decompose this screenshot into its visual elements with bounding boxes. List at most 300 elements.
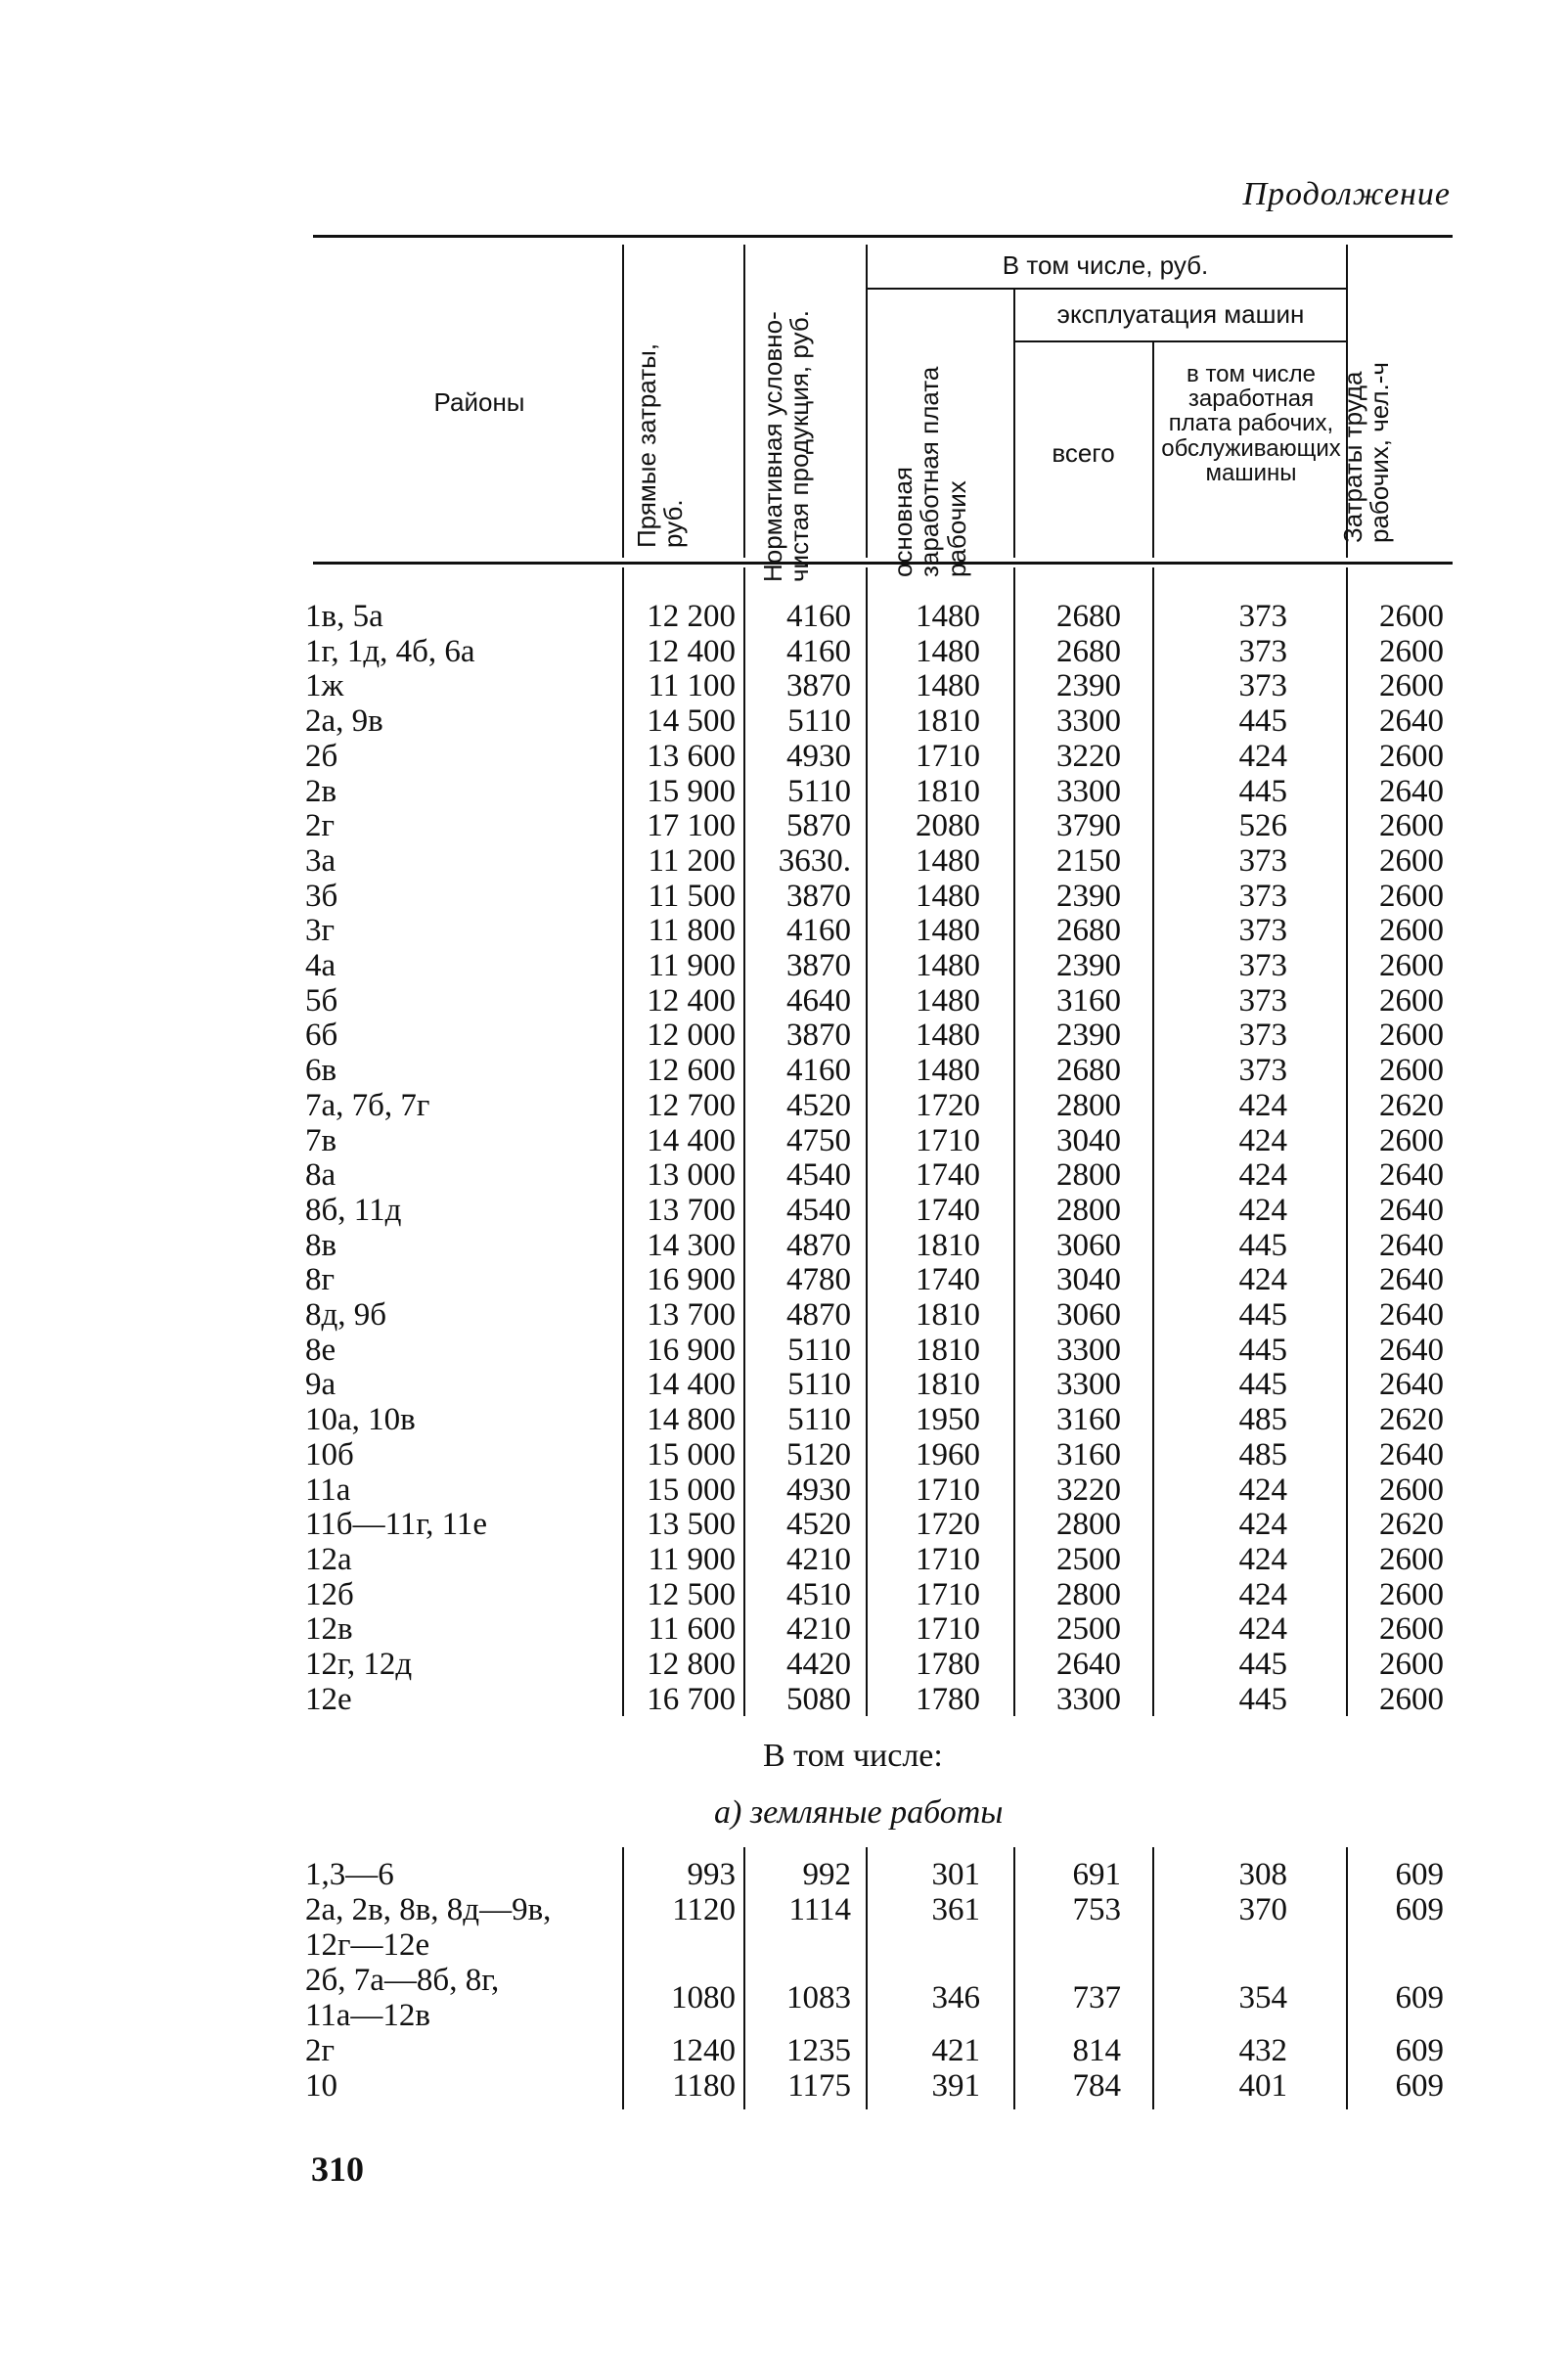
district-name: 8в bbox=[305, 1227, 337, 1263]
header-machine-wages: в том числе заработная плата рабочих, обслуживающих машины bbox=[1161, 361, 1341, 486]
cell-e: 373 bbox=[1238, 668, 1287, 704]
cell-d: 3300 bbox=[1056, 703, 1121, 740]
cell-e: 424 bbox=[1238, 738, 1287, 774]
table-row bbox=[293, 879, 1467, 914]
district-name: 11б—11г, 11е bbox=[305, 1507, 488, 1543]
table-row bbox=[293, 913, 1467, 948]
table-row bbox=[293, 1437, 1467, 1472]
table-row bbox=[293, 739, 1467, 774]
cell-a: 14 800 bbox=[647, 1402, 736, 1438]
district-name: 11а bbox=[305, 1472, 351, 1508]
cell-c: 361 bbox=[931, 1892, 980, 1927]
cell-b: 5120 bbox=[786, 1436, 851, 1472]
cell-c: 391 bbox=[931, 2068, 980, 2104]
cell-b: 1235 bbox=[786, 2033, 851, 2068]
cell-c: 1710 bbox=[916, 1541, 980, 1577]
cell-d: 2800 bbox=[1056, 1157, 1121, 1194]
cell-e: 373 bbox=[1238, 599, 1287, 634]
cell-f: 2600 bbox=[1379, 1472, 1444, 1508]
cell-a: 11 900 bbox=[648, 1541, 736, 1577]
cell-a: 11 200 bbox=[648, 842, 736, 879]
cell-b: 1175 bbox=[787, 2068, 851, 2104]
cell-d: 3220 bbox=[1056, 738, 1121, 774]
cell-d: 3300 bbox=[1056, 773, 1121, 809]
cell-b: 3870 bbox=[786, 878, 851, 914]
cell-f: 2640 bbox=[1379, 1436, 1444, 1472]
cell-b: 5110 bbox=[787, 1332, 851, 1368]
district-name: 8г bbox=[305, 1262, 336, 1298]
cell-b: 4540 bbox=[786, 1157, 851, 1194]
cell-d: 2800 bbox=[1056, 1507, 1121, 1543]
cell-c: 301 bbox=[931, 1857, 980, 1892]
cell-c: 1810 bbox=[916, 703, 980, 740]
cell-e: 445 bbox=[1238, 1681, 1287, 1717]
district-name: 2г bbox=[305, 2033, 336, 2068]
cell-e: 424 bbox=[1238, 1087, 1287, 1123]
cell-d: 3300 bbox=[1056, 1332, 1121, 1368]
cell-a: 12 500 bbox=[647, 1576, 736, 1612]
cell-f: 609 bbox=[1395, 2033, 1444, 2068]
cell-b: 5080 bbox=[786, 1681, 851, 1717]
table-row bbox=[293, 1228, 1467, 1263]
cell-f: 609 bbox=[1395, 2068, 1444, 2104]
district-name: 1г, 1д, 4б, 6а bbox=[305, 633, 475, 669]
table-row bbox=[293, 2068, 1467, 2104]
cell-d: 2150 bbox=[1056, 842, 1121, 879]
cell-b: 4160 bbox=[786, 913, 851, 949]
table-row bbox=[293, 1333, 1467, 1368]
cell-d: 3300 bbox=[1056, 1367, 1121, 1403]
cell-d: 2680 bbox=[1056, 913, 1121, 949]
cell-a: 12 400 bbox=[647, 982, 736, 1019]
district-name: 7в bbox=[305, 1122, 337, 1158]
cell-f: 2600 bbox=[1379, 982, 1444, 1019]
header-total: всего bbox=[1052, 438, 1115, 468]
cell-d: 3060 bbox=[1056, 1227, 1121, 1263]
cell-a: 15 900 bbox=[647, 773, 736, 809]
cell-e: 373 bbox=[1238, 633, 1287, 669]
cell-c: 1810 bbox=[916, 1227, 980, 1263]
cell-c: 1710 bbox=[916, 1472, 980, 1508]
cell-e: 424 bbox=[1238, 1157, 1287, 1194]
cell-d: 2390 bbox=[1056, 948, 1121, 983]
cell-a: 11 900 bbox=[648, 948, 736, 983]
cell-d: 2680 bbox=[1056, 599, 1121, 634]
cell-a: 15 000 bbox=[647, 1472, 736, 1508]
cell-a: 15 000 bbox=[647, 1436, 736, 1472]
cell-a: 12 600 bbox=[647, 1053, 736, 1089]
cell-b: 4160 bbox=[786, 599, 851, 634]
table-row bbox=[293, 1297, 1467, 1333]
cell-d: 3160 bbox=[1056, 1436, 1121, 1472]
cell-b: 4870 bbox=[786, 1297, 851, 1333]
cell-f: 2640 bbox=[1379, 1262, 1444, 1298]
table-row bbox=[293, 2033, 1467, 2068]
header-labor-costs: Затраты труда рабочих, чел.-ч bbox=[1338, 362, 1395, 543]
table-row bbox=[293, 774, 1467, 809]
table-row bbox=[293, 983, 1467, 1019]
table-top-rule bbox=[313, 235, 1453, 238]
cell-a: 13 500 bbox=[647, 1507, 736, 1543]
subsection-caption: а) земляные работы bbox=[714, 1794, 1004, 1831]
cell-b: 4210 bbox=[786, 1541, 851, 1577]
table-row bbox=[293, 843, 1467, 879]
table-row bbox=[293, 948, 1467, 983]
district-name: 2в bbox=[305, 773, 337, 809]
cell-a: 14 500 bbox=[647, 703, 736, 740]
district-name: 8е bbox=[305, 1332, 336, 1368]
cell-c: 1710 bbox=[916, 1122, 980, 1158]
cell-a: 1120 bbox=[672, 1892, 736, 1927]
cell-c: 1480 bbox=[916, 1018, 980, 1054]
cell-f: 2600 bbox=[1379, 1122, 1444, 1158]
cell-f: 2600 bbox=[1379, 633, 1444, 669]
cell-e: 424 bbox=[1238, 1192, 1287, 1228]
table-row bbox=[293, 1542, 1467, 1577]
cell-f: 2640 bbox=[1379, 1192, 1444, 1228]
cell-d: 737 bbox=[1072, 1980, 1121, 2015]
header-base-wages: основная заработная плата рабочих bbox=[888, 366, 971, 577]
cell-b: 4210 bbox=[786, 1611, 851, 1648]
cell-a: 1080 bbox=[671, 1980, 736, 2015]
header-bottom-rule bbox=[313, 562, 1453, 565]
cell-f: 2600 bbox=[1379, 1647, 1444, 1682]
cell-a: 12 200 bbox=[647, 599, 736, 634]
cell-d: 3160 bbox=[1056, 1402, 1121, 1438]
cell-e: 401 bbox=[1238, 2068, 1287, 2104]
district-name: 2б, 7а—8б, 8г, bbox=[305, 1963, 500, 1998]
cell-f: 2640 bbox=[1379, 1297, 1444, 1333]
cell-a: 17 100 bbox=[647, 808, 736, 844]
cell-e: 424 bbox=[1238, 1472, 1287, 1508]
district-name: 2б bbox=[305, 738, 338, 774]
district-name: 10б bbox=[305, 1436, 354, 1472]
table-row bbox=[293, 1157, 1467, 1193]
district-name: 2а, 2в, 8в, 8д—9в, bbox=[305, 1892, 552, 1927]
cell-e: 373 bbox=[1238, 878, 1287, 914]
district-name: 10а, 10в bbox=[305, 1402, 416, 1438]
cell-c: 1810 bbox=[916, 773, 980, 809]
cell-e: 485 bbox=[1238, 1436, 1287, 1472]
cell-e: 373 bbox=[1238, 1018, 1287, 1054]
cell-d: 3040 bbox=[1056, 1262, 1121, 1298]
cell-c: 1710 bbox=[916, 1576, 980, 1612]
cell-a: 16 900 bbox=[647, 1332, 736, 1368]
cell-f: 2620 bbox=[1379, 1087, 1444, 1123]
table-row bbox=[293, 599, 1467, 634]
cell-f: 2640 bbox=[1379, 703, 1444, 740]
cell-f: 2600 bbox=[1379, 1576, 1444, 1612]
cell-a: 12 800 bbox=[647, 1647, 736, 1682]
cell-b: 5110 bbox=[787, 1402, 851, 1438]
cell-d: 2680 bbox=[1056, 633, 1121, 669]
header-including: В том числе, руб. bbox=[1002, 250, 1209, 280]
cell-b: 4750 bbox=[786, 1122, 851, 1158]
cell-f: 2600 bbox=[1379, 1541, 1444, 1577]
table-row bbox=[293, 1682, 1467, 1717]
cell-b: 4540 bbox=[786, 1192, 851, 1228]
table-row bbox=[293, 1193, 1467, 1228]
cell-d: 3160 bbox=[1056, 982, 1121, 1019]
table-row bbox=[293, 1123, 1467, 1158]
cell-e: 373 bbox=[1238, 948, 1287, 983]
table-row bbox=[293, 634, 1467, 669]
cell-f: 2600 bbox=[1379, 808, 1444, 844]
cell-b: 3870 bbox=[786, 668, 851, 704]
cell-e: 424 bbox=[1238, 1576, 1287, 1612]
cell-f: 2600 bbox=[1379, 1053, 1444, 1089]
cell-e: 373 bbox=[1238, 982, 1287, 1019]
cell-c: 1810 bbox=[916, 1367, 980, 1403]
cell-c: 1480 bbox=[916, 668, 980, 704]
cell-e: 445 bbox=[1238, 1332, 1287, 1368]
cell-c: 1710 bbox=[916, 738, 980, 774]
district-name: 12б bbox=[305, 1576, 354, 1612]
cell-a: 11 800 bbox=[648, 913, 736, 949]
cell-a: 11 600 bbox=[648, 1611, 736, 1648]
district-name: 3а bbox=[305, 842, 336, 879]
cell-c: 1950 bbox=[916, 1402, 980, 1438]
cell-b: 5870 bbox=[786, 808, 851, 844]
district-name: 8б, 11д bbox=[305, 1192, 402, 1228]
cell-e: 424 bbox=[1238, 1507, 1287, 1543]
cell-b: 3630. bbox=[778, 842, 851, 879]
cell-d: 2390 bbox=[1056, 668, 1121, 704]
table-row bbox=[293, 1577, 1467, 1612]
cell-b: 5110 bbox=[787, 1367, 851, 1403]
cell-d: 691 bbox=[1072, 1857, 1121, 1892]
cell-a: 12 000 bbox=[647, 1018, 736, 1054]
cell-e: 526 bbox=[1238, 808, 1287, 844]
cell-e: 373 bbox=[1238, 1053, 1287, 1089]
table-row bbox=[293, 808, 1467, 843]
district-name: 9а bbox=[305, 1367, 336, 1403]
cell-c: 346 bbox=[931, 1980, 980, 2015]
cell-b: 4780 bbox=[786, 1262, 851, 1298]
district-name: 12г, 12д bbox=[305, 1647, 413, 1682]
district-name: 7а, 7б, 7г bbox=[305, 1087, 430, 1123]
cell-a: 1240 bbox=[671, 2033, 736, 2068]
table-row bbox=[293, 1088, 1467, 1123]
cell-c: 1480 bbox=[916, 633, 980, 669]
cell-f: 2620 bbox=[1379, 1507, 1444, 1543]
cell-a: 11 100 bbox=[648, 668, 736, 704]
cell-b: 5110 bbox=[787, 703, 851, 740]
cell-c: 1480 bbox=[916, 599, 980, 634]
district-name: 2г bbox=[305, 808, 336, 844]
cell-f: 2600 bbox=[1379, 878, 1444, 914]
cell-a: 12 400 bbox=[647, 633, 736, 669]
cell-d: 2640 bbox=[1056, 1647, 1121, 1682]
cell-f: 609 bbox=[1395, 1892, 1444, 1927]
cell-b: 992 bbox=[802, 1857, 851, 1892]
table-row bbox=[293, 1892, 1467, 1963]
district-name: 4а bbox=[305, 948, 336, 983]
cell-a: 14 300 bbox=[647, 1227, 736, 1263]
cell-a: 12 700 bbox=[647, 1087, 736, 1123]
district-name: 5б bbox=[305, 982, 338, 1019]
cell-f: 2600 bbox=[1379, 1018, 1444, 1054]
district-name: 8д, 9б bbox=[305, 1297, 387, 1333]
table-row bbox=[293, 1262, 1467, 1297]
cell-e: 424 bbox=[1238, 1122, 1287, 1158]
cell-e: 373 bbox=[1238, 913, 1287, 949]
cell-b: 1083 bbox=[786, 1980, 851, 2015]
cell-c: 1810 bbox=[916, 1297, 980, 1333]
header-normative-output: Нормативная условно-чистая продукция, руб. bbox=[758, 310, 815, 582]
cell-e: 354 bbox=[1238, 1980, 1287, 2015]
cell-b: 4510 bbox=[786, 1576, 851, 1612]
cell-c: 2080 bbox=[916, 808, 980, 844]
cell-b: 4520 bbox=[786, 1087, 851, 1123]
cell-d: 753 bbox=[1072, 1892, 1121, 1927]
cell-b: 4520 bbox=[786, 1507, 851, 1543]
cell-f: 2640 bbox=[1379, 1157, 1444, 1194]
cell-e: 485 bbox=[1238, 1402, 1287, 1438]
cell-b: 4930 bbox=[786, 1472, 851, 1508]
cell-b: 5110 bbox=[787, 773, 851, 809]
cell-c: 1740 bbox=[916, 1157, 980, 1194]
cell-e: 445 bbox=[1238, 1367, 1287, 1403]
cell-c: 1710 bbox=[916, 1611, 980, 1648]
page-number: 310 bbox=[311, 2150, 364, 2189]
cell-d: 2390 bbox=[1056, 1018, 1121, 1054]
cell-f: 2620 bbox=[1379, 1402, 1444, 1438]
district-name: 2а, 9в bbox=[305, 703, 383, 740]
header-divider bbox=[1152, 340, 1154, 558]
cell-a: 11 500 bbox=[648, 878, 736, 914]
cell-a: 13 000 bbox=[647, 1157, 736, 1194]
cell-e: 424 bbox=[1238, 1611, 1287, 1648]
cell-d: 2390 bbox=[1056, 878, 1121, 914]
cell-b: 4640 bbox=[786, 982, 851, 1019]
cell-c: 1480 bbox=[916, 913, 980, 949]
cell-a: 1180 bbox=[672, 2068, 736, 2104]
cell-f: 2600 bbox=[1379, 842, 1444, 879]
cell-c: 421 bbox=[931, 2033, 980, 2068]
cell-f: 2600 bbox=[1379, 913, 1444, 949]
cell-f: 2640 bbox=[1379, 1227, 1444, 1263]
district-name-continued: 12г—12е bbox=[305, 1927, 430, 1963]
district-name: 8а bbox=[305, 1157, 336, 1194]
table-row bbox=[293, 1507, 1467, 1542]
header-sub-rule bbox=[867, 288, 1346, 290]
district-name: 12е bbox=[305, 1681, 352, 1717]
cell-c: 1480 bbox=[916, 878, 980, 914]
cell-e: 424 bbox=[1238, 1262, 1287, 1298]
cell-e: 424 bbox=[1238, 1541, 1287, 1577]
cell-e: 373 bbox=[1238, 842, 1287, 879]
cell-d: 2680 bbox=[1056, 1053, 1121, 1089]
cell-e: 445 bbox=[1238, 773, 1287, 809]
cell-c: 1810 bbox=[916, 1332, 980, 1368]
cell-c: 1740 bbox=[916, 1192, 980, 1228]
cell-f: 609 bbox=[1395, 1980, 1444, 2015]
cell-f: 2600 bbox=[1379, 1681, 1444, 1717]
cell-a: 993 bbox=[687, 1857, 736, 1892]
cell-b: 4870 bbox=[786, 1227, 851, 1263]
cell-f: 2640 bbox=[1379, 773, 1444, 809]
cell-f: 2600 bbox=[1379, 1611, 1444, 1648]
district-name: 3г bbox=[305, 913, 336, 949]
cell-e: 445 bbox=[1238, 1297, 1287, 1333]
table-row bbox=[293, 1647, 1467, 1682]
cell-f: 2600 bbox=[1379, 599, 1444, 634]
header-divider bbox=[743, 245, 745, 558]
cell-c: 1720 bbox=[916, 1507, 980, 1543]
cell-d: 3060 bbox=[1056, 1297, 1121, 1333]
cell-d: 2800 bbox=[1056, 1576, 1121, 1612]
cell-f: 2600 bbox=[1379, 738, 1444, 774]
cell-c: 1480 bbox=[916, 982, 980, 1019]
cell-d: 2500 bbox=[1056, 1541, 1121, 1577]
cell-e: 370 bbox=[1238, 1892, 1287, 1927]
district-name: 1,3—6 bbox=[305, 1857, 394, 1892]
table-row bbox=[293, 1367, 1467, 1402]
cell-e: 432 bbox=[1238, 2033, 1287, 2068]
table-row bbox=[293, 1018, 1467, 1053]
district-name: 6б bbox=[305, 1018, 338, 1054]
cell-d: 3300 bbox=[1056, 1681, 1121, 1717]
district-name: 1ж bbox=[305, 668, 344, 704]
header-machine-operation: эксплуатация машин bbox=[1056, 299, 1305, 329]
table-row bbox=[293, 1402, 1467, 1437]
continuation-label: Продолжение bbox=[1242, 176, 1451, 212]
cell-f: 2640 bbox=[1379, 1367, 1444, 1403]
cell-d: 2800 bbox=[1056, 1087, 1121, 1123]
district-name: 12в bbox=[305, 1611, 353, 1648]
table-row bbox=[293, 1053, 1467, 1088]
cell-a: 13 700 bbox=[647, 1192, 736, 1228]
cell-a: 13 700 bbox=[647, 1297, 736, 1333]
cell-c: 1780 bbox=[916, 1681, 980, 1717]
cell-d: 3220 bbox=[1056, 1472, 1121, 1508]
table-row bbox=[293, 703, 1467, 739]
cell-e: 308 bbox=[1238, 1857, 1287, 1892]
district-name: 10 bbox=[305, 2068, 337, 2104]
cell-c: 1960 bbox=[916, 1436, 980, 1472]
cell-f: 2600 bbox=[1379, 948, 1444, 983]
cell-f: 2600 bbox=[1379, 668, 1444, 704]
cell-a: 14 400 bbox=[647, 1367, 736, 1403]
table-row bbox=[293, 1611, 1467, 1647]
cell-a: 16 700 bbox=[647, 1681, 736, 1717]
cell-b: 4420 bbox=[786, 1647, 851, 1682]
cell-d: 2800 bbox=[1056, 1192, 1121, 1228]
district-name: 6в bbox=[305, 1053, 337, 1089]
cell-a: 14 400 bbox=[647, 1122, 736, 1158]
cell-b: 3870 bbox=[786, 948, 851, 983]
cell-b: 4930 bbox=[786, 738, 851, 774]
cell-f: 609 bbox=[1395, 1857, 1444, 1892]
header-direct-costs: Прямые затраты, руб. bbox=[632, 342, 689, 548]
district-name: 1в, 5а bbox=[305, 599, 383, 634]
table-row bbox=[293, 1963, 1467, 2033]
cell-d: 784 bbox=[1072, 2068, 1121, 2104]
cell-e: 445 bbox=[1238, 703, 1287, 740]
district-name: 12а bbox=[305, 1541, 352, 1577]
cell-c: 1480 bbox=[916, 842, 980, 879]
table-row bbox=[293, 668, 1467, 703]
cell-c: 1480 bbox=[916, 1053, 980, 1089]
cell-b: 4160 bbox=[786, 1053, 851, 1089]
cell-b: 1114 bbox=[788, 1892, 851, 1927]
cell-d: 3790 bbox=[1056, 808, 1121, 844]
cell-d: 2500 bbox=[1056, 1611, 1121, 1648]
header-districts: Районы bbox=[433, 387, 525, 417]
cell-c: 1780 bbox=[916, 1647, 980, 1682]
cell-c: 1740 bbox=[916, 1262, 980, 1298]
